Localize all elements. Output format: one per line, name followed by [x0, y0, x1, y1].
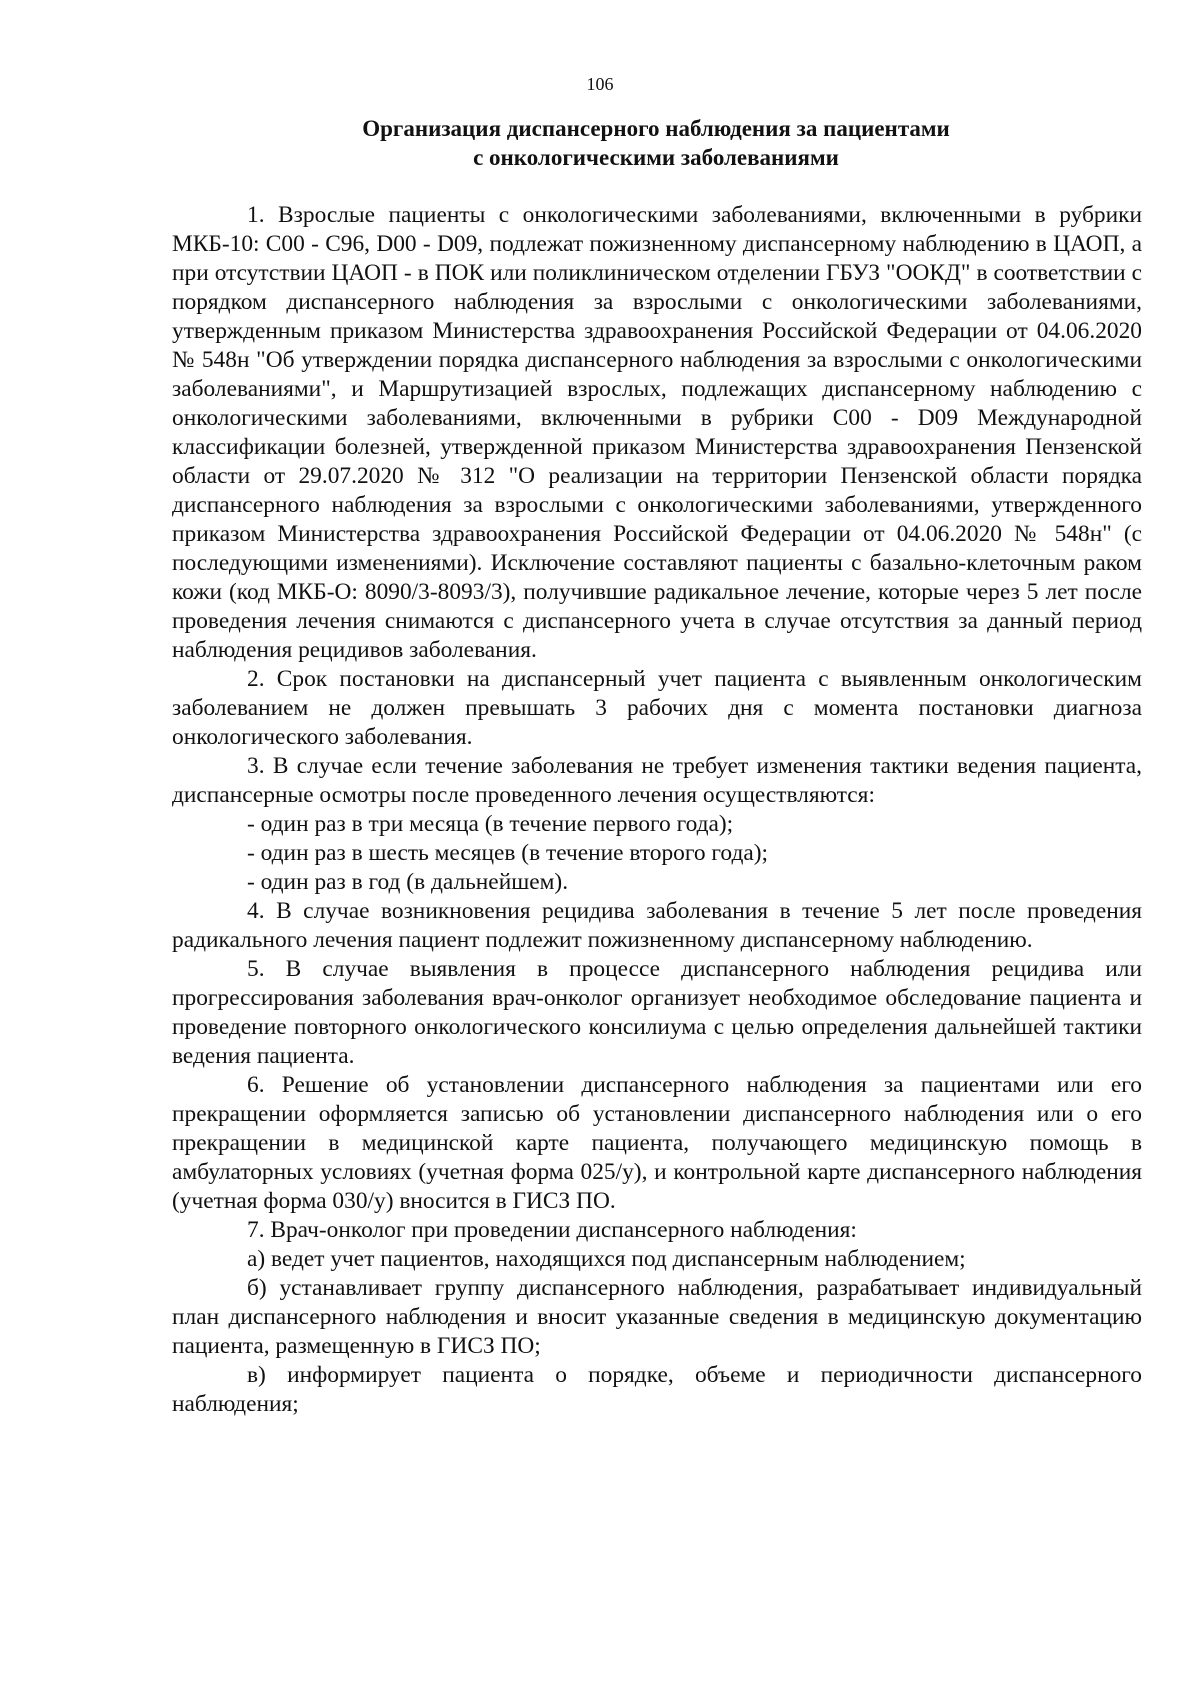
subitem-b: б) устанавливает группу диспансерного наблюдения, разрабатывает индивидуальный план диспансерного наблюдения и вносит указанные сведения в медицинскую документацию пациента, размещенную в ГИСЗ ПО; — [172, 1275, 1142, 1359]
paragraph-1: 1. Взрослые пациенты с онкологическими заболеваниями, включенными в рубрики МКБ-10: С00 - С96, D00 - D09, подлежат пожизненному диспансерному наблюдению в ЦАОП, а при отсутствии ЦАОП - в ПОК или поликлиническом отделении ГБУЗ "ООКД" в соответствии с порядком диспансерного наблюдения за взрослыми с онкологическими заболеваниями, утвержденным приказом Министерства здравоохранения Российской Федерации от 04.06.2020 № 548н "Об утверждении порядка диспансерного наблюдения за взрослыми с онкологическими заболеваниями", и Маршрутизацией взрослых, подлежащих диспансерному наблюдению с онкологическими заболеваниями, включенными в рубрики С00 - D09 Международной классификации болезней, утвержденной приказом Министерства здравоохранения Пензенской области от 29.07.2020 № 312 "О реализации на территории Пензенской области порядка диспансерного наблюдения за взрослыми с онкологическими заболеваниями, утвержденного приказом Министерства здравоохранения Российской Федерации от 04.06.2020 № 548н" (с последующими изменениями). Исключение составляют пациенты с базально-клеточным раком кожи (код МКБ-О: 8090/3-8093/3), получившие радикальное лечение, которые через 5 лет после проведения лечения снимаются с диспансерного учета в случае отсутствия за данный период наблюдения рецидивов заболевания. — [172, 202, 1142, 663]
title-line-1: Организация диспансерного наблюдения за пациентами — [362, 116, 950, 141]
subitem-v: в) информирует пациента о порядке, объеме и периодичности диспансерного наблюдения; — [172, 1362, 1142, 1417]
list-item-every-three-months: - один раз в три месяца (в течение первого года); — [247, 811, 734, 837]
paragraph-2: 2. Срок постановки на диспансерный учет пациента с выявленным онкологическим заболеванием не должен превышать 3 рабочих дня с момента постановки диагноза онкологического заболевания. — [172, 666, 1142, 750]
subitem-a: а) ведет учет пациентов, находящихся под диспансерным наблюдением; — [247, 1246, 966, 1272]
list-item-once-a-year: - один раз в год (в дальнейшем). — [247, 869, 569, 895]
title-line-2: с онкологическими заболеваниями — [473, 145, 839, 170]
list-item-every-six-months: - один раз в шесть месяцев (в течение второго года); — [247, 840, 769, 866]
paragraph-4: 4. В случае возникновения рецидива заболевания в течение 5 лет после проведения радикального лечения пациент подлежит пожизненному диспансерному наблюдению. — [172, 898, 1142, 953]
paragraph-5: 5. В случае выявления в процессе диспансерного наблюдения рецидива или прогрессирования заболевания врач-онколог организует необходимое обследование пациента и проведение повторного онкологического консилиума с целью определения дальнейшей тактики ведения пациента. — [172, 956, 1142, 1069]
paragraph-6: 6. Решение об установлении диспансерного наблюдения за пациентами или его прекращении оформляется записью об установлении диспансерного наблюдения или о его прекращении в медицинской карте пациента, получающего медицинскую помощь в амбулаторных условиях (учетная форма 025/у), и контрольной карте диспансерного наблюдения (учетная форма 030/у) вносится в ГИСЗ ПО. — [172, 1072, 1142, 1214]
page-number: 106 — [586, 74, 614, 94]
document-title — [170, 114, 1142, 172]
document-body — [172, 201, 1142, 1419]
paragraph-3: 3. В случае если течение заболевания не требует изменения тактики ведения пациента, диспансерные осмотры после проведенного лечения осуществляются: — [172, 753, 1142, 808]
paragraph-7: 7. Врач-онколог при проведении диспансерного наблюдения: — [247, 1217, 857, 1243]
